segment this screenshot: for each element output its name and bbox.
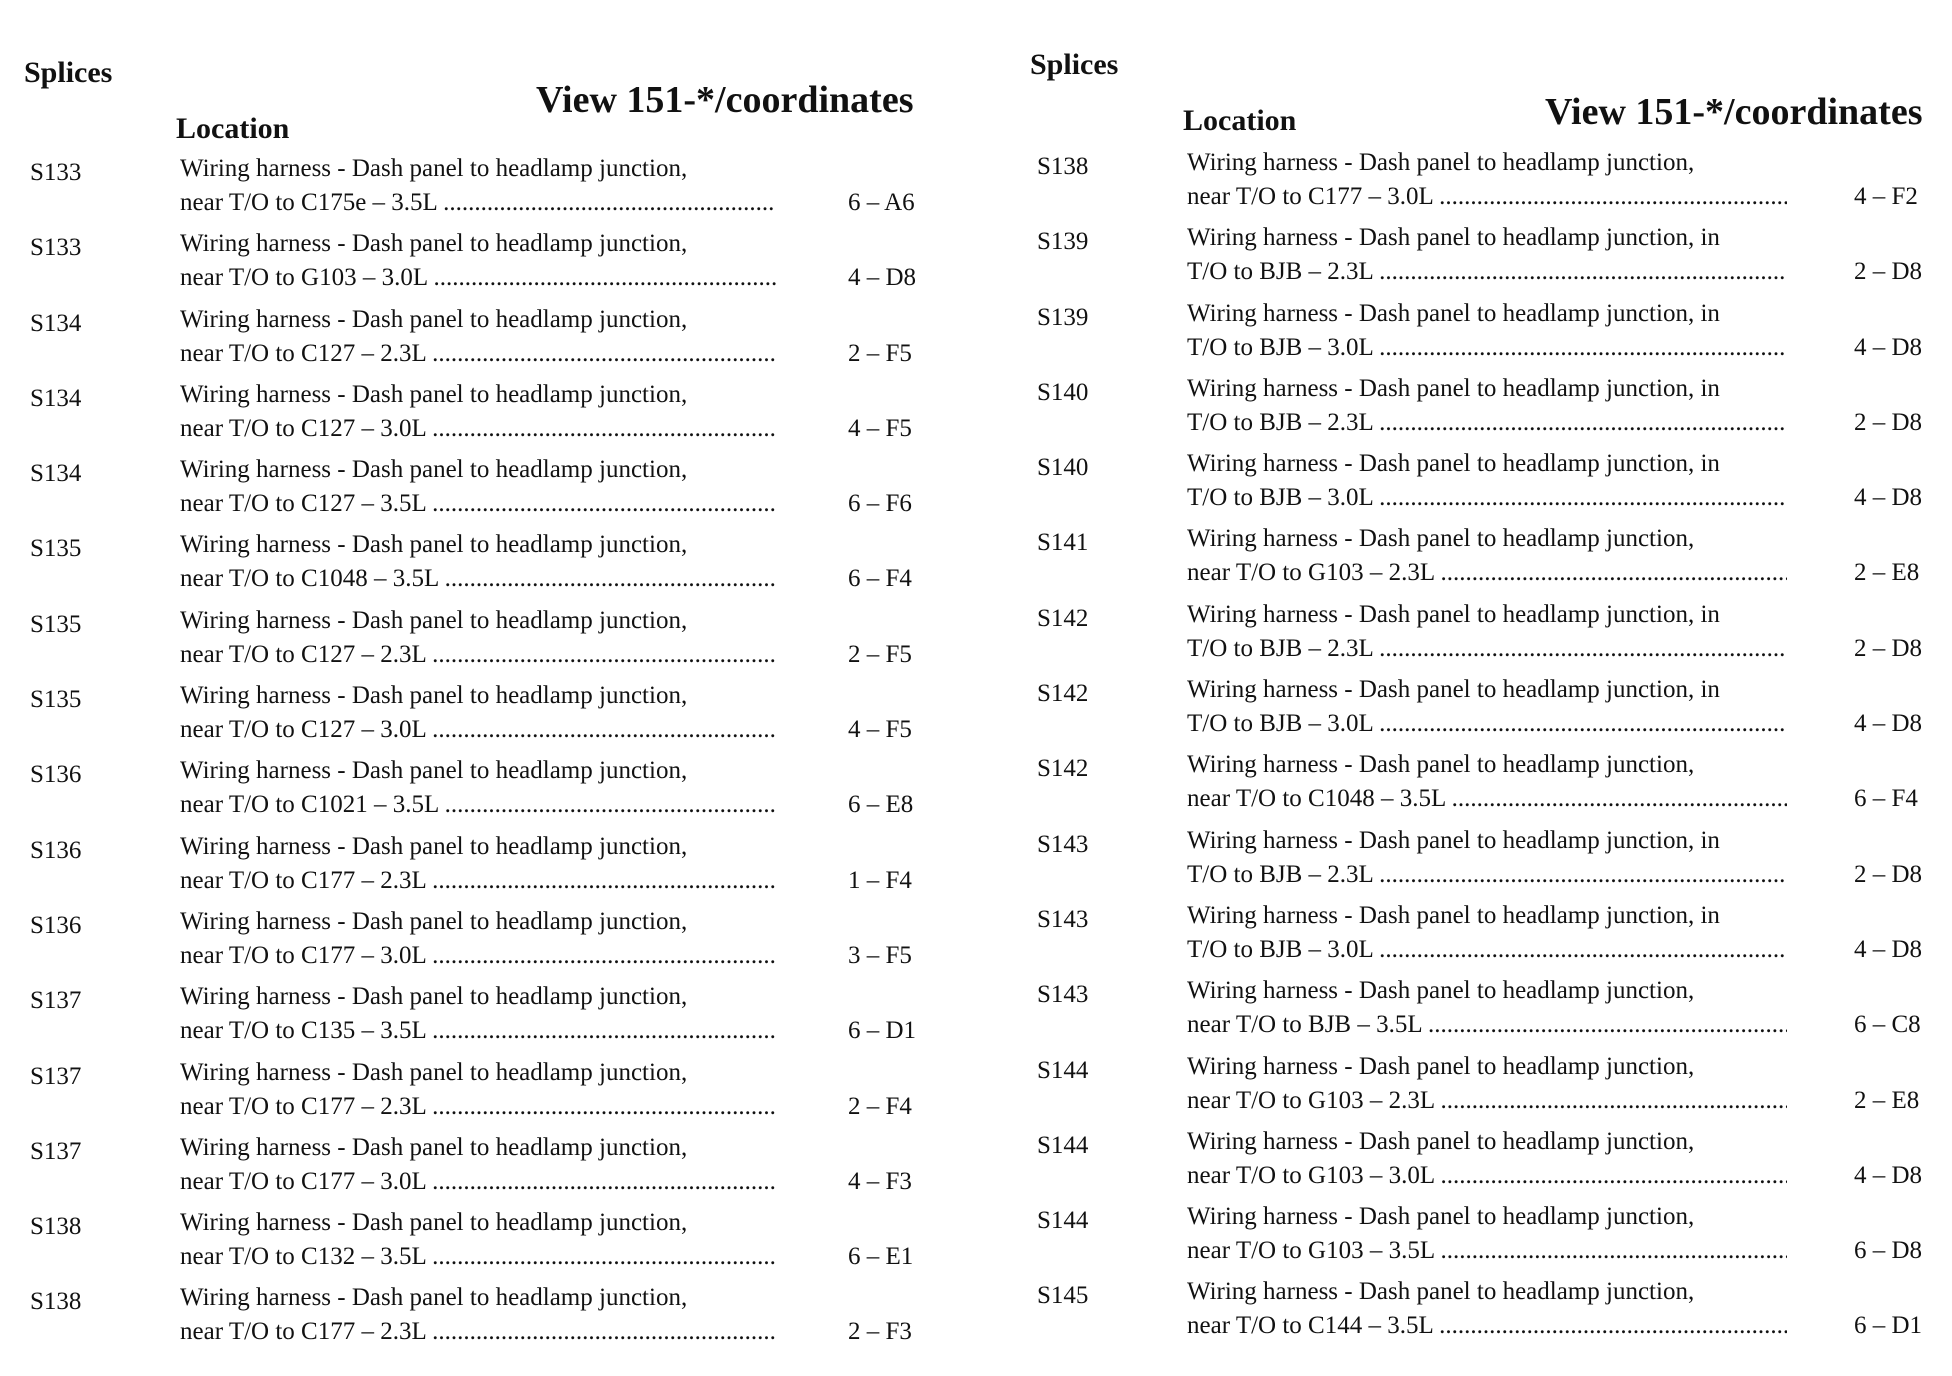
location-line-2-text: near T/O to C177 – 2.3L ..... <box>180 1093 776 1120</box>
splices-heading: Splices <box>24 56 113 89</box>
splice-row <box>0 679 960 754</box>
splice-location <box>1187 297 1787 365</box>
location-line-1: Wiring harness - Dash panel to headlamp junction, <box>180 983 688 1011</box>
location-line-1: Wiring harness - Dash panel to headlamp junction, <box>180 907 688 935</box>
splice-id: S136 <box>30 911 82 939</box>
location-line-2-text: T/O to BJB – 3.0L ..... <box>1187 484 1787 511</box>
location-line-1: Wiring harness - Dash panel to headlamp junction, in <box>1187 374 1720 402</box>
splice-row <box>1010 1200 1952 1275</box>
splice-row <box>0 754 960 829</box>
splice-row <box>1010 372 1952 447</box>
view-coordinates-heading: View 151-*/coordinates <box>536 79 914 121</box>
splice-row <box>0 528 960 603</box>
splice-location <box>180 227 776 295</box>
location-line-2-text: near T/O to C127 – 3.0L ..... <box>180 415 776 442</box>
splice-location <box>180 1131 776 1199</box>
location-line-2-text: near T/O to C177 – 3.0L ..... <box>180 942 776 969</box>
view-coordinate: 4 – D8 <box>1854 484 1923 512</box>
location-line-1: Wiring harness - Dash panel to headlamp junction, in <box>1187 600 1720 628</box>
location-line-2 <box>180 1014 776 1048</box>
location-line-2-text: near T/O to C1048 – 3.5L ..... <box>180 565 776 592</box>
view-coordinate: 2 – F3 <box>848 1318 912 1346</box>
location-line-1: Wiring harness - Dash panel to headlamp junction, <box>1187 1278 1695 1306</box>
view-coordinate: 6 – F4 <box>1854 785 1918 813</box>
location-line-2 <box>180 939 776 973</box>
splice-location <box>180 754 776 822</box>
splice-location <box>180 303 776 371</box>
splice-location <box>1187 447 1787 515</box>
location-line-2-text: T/O to BJB – 3.0L ..... <box>1187 710 1787 737</box>
location-line-2-text: near T/O to C127 – 2.3L ..... <box>180 340 776 367</box>
splice-location <box>180 830 776 898</box>
location-line-2-text: near T/O to C127 – 3.5L ..... <box>180 490 776 517</box>
splice-id: S142 <box>1037 755 1089 783</box>
splice-row <box>1010 598 1952 673</box>
splice-row <box>0 830 960 905</box>
location-line-2-text: near T/O to C127 – 2.3L ..... <box>180 641 776 668</box>
splice-row <box>1010 146 1952 221</box>
splice-row <box>1010 899 1952 974</box>
location-line-1: Wiring harness - Dash panel to headlamp junction, <box>180 1209 688 1237</box>
splice-row <box>0 227 960 302</box>
splice-row <box>1010 447 1952 522</box>
splice-row <box>1010 673 1952 748</box>
location-line-2-text: near T/O to C177 – 2.3L ..... <box>180 867 776 894</box>
splice-id: S135 <box>30 610 82 638</box>
splice-row <box>0 980 960 1055</box>
splice-id: S140 <box>1037 454 1089 482</box>
location-line-2 <box>180 337 776 371</box>
splice-id: S136 <box>30 836 82 864</box>
view-coordinate: 4 – D8 <box>1854 935 1923 963</box>
view-coordinate: 3 – F5 <box>848 941 912 969</box>
splice-row <box>0 453 960 528</box>
location-line-2-text: T/O to BJB – 2.3L ..... <box>1187 258 1787 285</box>
splice-id: S135 <box>30 535 82 563</box>
view-coordinate: 4 – D8 <box>1854 710 1923 738</box>
location-line-2 <box>180 1090 776 1124</box>
view-coordinate: 4 – D8 <box>848 264 917 292</box>
location-line-2 <box>1187 707 1787 741</box>
splice-location <box>180 1056 776 1124</box>
location-line-2-text: near T/O to C144 – 3.5L ..... <box>1187 1312 1787 1339</box>
location-line-2 <box>1187 1309 1787 1343</box>
splice-location <box>1187 673 1787 741</box>
location-line-1: Wiring harness - Dash panel to headlamp junction, <box>180 757 688 785</box>
view-coordinate: 6 – F6 <box>848 490 912 518</box>
view-coordinate: 4 – F3 <box>848 1167 912 1195</box>
location-line-2-text: near T/O to C132 – 3.5L ..... <box>180 1243 776 1270</box>
splice-id: S133 <box>30 234 82 262</box>
splice-id: S136 <box>30 761 82 789</box>
splice-row <box>0 303 960 378</box>
splice-id: S138 <box>30 1288 82 1316</box>
splice-id: S143 <box>1037 830 1089 858</box>
splice-location <box>1187 824 1787 892</box>
splice-location <box>1187 1125 1787 1193</box>
location-line-1: Wiring harness - Dash panel to headlamp junction, in <box>1187 826 1720 854</box>
splice-location <box>180 980 776 1048</box>
splice-location <box>180 1206 776 1274</box>
splice-id: S144 <box>1037 1056 1089 1084</box>
view-coordinate: 6 – E8 <box>848 791 914 819</box>
view-coordinate: 6 – D1 <box>848 1017 917 1045</box>
location-line-2 <box>1187 556 1787 590</box>
splice-row <box>1010 1050 1952 1125</box>
view-coordinate: 2 – F4 <box>848 1092 912 1120</box>
location-line-1: Wiring harness - Dash panel to headlamp junction, in <box>1187 224 1720 252</box>
location-line-1: Wiring harness - Dash panel to headlamp junction, in <box>1187 299 1720 327</box>
location-line-2-text: near T/O to C177 – 3.0L ..... <box>180 1168 776 1195</box>
splice-id: S142 <box>1037 680 1089 708</box>
location-line-2 <box>1187 782 1787 816</box>
location-line-2-text: near T/O to C177 – 3.0L ..... <box>1187 183 1787 210</box>
splice-list <box>1010 146 1952 1351</box>
location-line-2-text: near T/O to BJB – 3.5L ..... <box>1187 1011 1787 1038</box>
location-line-2-text: near T/O to G103 – 2.3L ..... <box>1187 559 1787 586</box>
location-line-2 <box>180 1165 776 1199</box>
splice-location <box>1187 748 1787 816</box>
location-line-1: Wiring harness - Dash panel to headlamp junction, <box>1187 1127 1695 1155</box>
splice-location <box>180 905 776 973</box>
splice-id: S134 <box>30 384 82 412</box>
location-line-1: Wiring harness - Dash panel to headlamp junction, <box>180 380 688 408</box>
location-line-1: Wiring harness - Dash panel to headlamp junction, <box>1187 149 1695 176</box>
location-line-2 <box>1187 481 1787 515</box>
splice-id: S134 <box>30 460 82 488</box>
splice-location <box>180 378 776 446</box>
location-line-1: Wiring harness - Dash panel to headlamp junction, <box>1187 1052 1695 1080</box>
splice-location <box>180 679 776 747</box>
location-line-2 <box>180 638 776 672</box>
location-line-2-text: near T/O to C1021 – 3.5L ..... <box>180 791 776 818</box>
view-coordinate: 4 – D8 <box>1854 1161 1923 1189</box>
location-line-1: Wiring harness - Dash panel to headlamp junction, in <box>1187 901 1720 929</box>
location-line-2 <box>1187 331 1787 365</box>
view-coordinate: 2 – E8 <box>1854 1086 1920 1114</box>
view-coordinate: 6 – C8 <box>1854 1011 1921 1039</box>
splice-id: S145 <box>1037 1282 1089 1310</box>
location-line-2-text: T/O to BJB – 2.3L ..... <box>1187 409 1787 436</box>
view-coordinate: 2 – D8 <box>1854 634 1923 662</box>
location-heading: Location <box>1183 104 1297 137</box>
location-line-1: Wiring harness - Dash panel to headlamp junction, <box>180 531 688 559</box>
location-line-2 <box>1187 1234 1787 1268</box>
splice-row <box>0 1131 960 1206</box>
view-coordinate: 4 – D8 <box>1854 333 1923 361</box>
view-coordinate: 2 – F5 <box>848 339 912 367</box>
location-line-1: Wiring harness - Dash panel to headlamp junction, <box>180 832 688 860</box>
splice-row <box>0 1056 960 1131</box>
location-line-2 <box>180 412 776 446</box>
location-line-1: Wiring harness - Dash panel to headlamp junction, <box>180 606 688 634</box>
location-line-2-text: near T/O to G103 – 3.5L ..... <box>1187 1237 1787 1264</box>
location-line-2 <box>180 562 776 596</box>
location-line-2 <box>180 864 776 898</box>
view-coordinate: 4 – F5 <box>848 414 912 442</box>
location-line-1: Wiring harness - Dash panel to headlamp junction, <box>180 682 688 710</box>
view-coordinate: 2 – D8 <box>1854 408 1923 436</box>
location-line-2 <box>1187 406 1787 440</box>
location-line-2 <box>180 788 776 822</box>
location-line-2 <box>1187 632 1787 666</box>
splice-row <box>0 1206 960 1281</box>
view-coordinate: 6 – E1 <box>848 1243 914 1271</box>
location-line-1: Wiring harness - Dash panel to headlamp junction, <box>180 305 688 333</box>
splice-id: S143 <box>1037 981 1089 1009</box>
location-line-2 <box>1187 858 1787 892</box>
location-line-1: Wiring harness - Dash panel to headlamp junction, <box>1187 1203 1695 1231</box>
splice-location <box>1187 372 1787 440</box>
splice-location <box>1187 899 1787 967</box>
location-line-2 <box>180 1315 776 1349</box>
location-line-2-text: T/O to BJB – 2.3L ..... <box>1187 861 1787 888</box>
splice-id: S139 <box>1037 228 1089 256</box>
splice-row <box>1010 221 1952 296</box>
location-line-2-text: T/O to BJB – 2.3L ..... <box>1187 635 1787 662</box>
location-line-2-text: near T/O to C135 – 3.5L ..... <box>180 1017 776 1044</box>
location-line-2 <box>180 186 776 220</box>
splice-id: S140 <box>1037 378 1089 406</box>
splice-id: S143 <box>1037 905 1089 933</box>
location-line-1: Wiring harness - Dash panel to headlamp junction, <box>180 456 688 484</box>
splice-row <box>1010 974 1952 1049</box>
location-line-1: Wiring harness - Dash panel to headlamp junction, <box>1187 977 1695 1005</box>
splice-location <box>1187 522 1787 590</box>
location-line-1: Wiring harness - Dash panel to headlamp junction, in <box>1187 676 1720 704</box>
splice-row <box>0 905 960 980</box>
view-coordinate: 4 – F2 <box>1854 183 1918 210</box>
location-line-2 <box>1187 180 1787 214</box>
splice-row <box>0 604 960 679</box>
splice-location <box>1187 1200 1787 1268</box>
location-line-1: Wiring harness - Dash panel to headlamp junction, <box>180 1058 688 1086</box>
location-line-2 <box>1187 1159 1787 1193</box>
splice-location <box>180 528 776 596</box>
location-line-2-text: near T/O to G103 – 3.0L ..... <box>180 264 776 291</box>
splice-id: S137 <box>30 1062 82 1090</box>
view-coordinate: 2 – F5 <box>848 640 912 668</box>
view-coordinate: 2 – D8 <box>1854 860 1923 888</box>
splice-row <box>1010 748 1952 823</box>
location-line-1: Wiring harness - Dash panel to headlamp junction, <box>1187 751 1695 779</box>
splice-id: S142 <box>1037 604 1089 632</box>
location-line-2 <box>180 261 776 295</box>
location-line-1: Wiring harness - Dash panel to headlamp junction, <box>180 1284 688 1312</box>
splice-row <box>0 152 960 227</box>
splice-location <box>180 453 776 521</box>
splice-location <box>180 152 776 220</box>
splice-id: S137 <box>30 987 82 1015</box>
splice-row <box>1010 1125 1952 1200</box>
splice-location <box>1187 1050 1787 1118</box>
splice-row <box>1010 297 1952 372</box>
location-line-2 <box>180 713 776 747</box>
view-coordinate: 1 – F4 <box>848 866 912 894</box>
splices-heading: Splices <box>1030 48 1119 81</box>
splice-id: S133 <box>30 159 82 186</box>
location-line-1: Wiring harness - Dash panel to headlamp junction, <box>1187 525 1695 553</box>
splice-id: S135 <box>30 686 82 714</box>
view-coordinate: 6 – D8 <box>1854 1237 1923 1265</box>
splice-id: S137 <box>30 1137 82 1165</box>
splice-id: S144 <box>1037 1207 1089 1235</box>
splice-location <box>1187 974 1787 1042</box>
splice-location <box>180 1281 776 1349</box>
view-coordinate: 6 – A6 <box>848 189 915 216</box>
splice-id: S138 <box>30 1213 82 1241</box>
splice-id: S144 <box>1037 1131 1089 1159</box>
location-line-1: Wiring harness - Dash panel to headlamp junction, <box>180 155 688 182</box>
splice-row <box>1010 824 1952 899</box>
splice-id: S141 <box>1037 529 1089 557</box>
splice-location <box>1187 221 1787 289</box>
location-heading: Location <box>176 112 290 145</box>
location-line-2-text: T/O to BJB – 3.0L ..... <box>1187 936 1787 963</box>
splice-row <box>0 378 960 453</box>
splice-location <box>180 604 776 672</box>
location-line-1: Wiring harness - Dash panel to headlamp junction, in <box>1187 450 1720 478</box>
location-line-2 <box>1187 1084 1787 1118</box>
view-coordinate: 6 – F4 <box>848 565 912 593</box>
location-line-2-text: near T/O to G103 – 3.0L ..... <box>1187 1162 1787 1189</box>
location-line-2-text: T/O to BJB – 3.0L ..... <box>1187 334 1787 361</box>
location-line-2-text: near T/O to C177 – 2.3L ..... <box>180 1318 776 1345</box>
splice-location <box>1187 146 1787 214</box>
view-coordinate: 2 – D8 <box>1854 258 1923 286</box>
splice-id: S138 <box>1037 153 1089 180</box>
location-line-1: Wiring harness - Dash panel to headlamp junction, <box>180 230 688 258</box>
location-line-2-text: near T/O to G103 – 2.3L ..... <box>1187 1087 1787 1114</box>
splice-row <box>0 1281 960 1356</box>
view-coordinate: 4 – F5 <box>848 716 912 744</box>
location-line-2-text: near T/O to C1048 – 3.5L ..... <box>1187 785 1787 812</box>
location-line-2 <box>180 1240 776 1274</box>
splice-list <box>0 152 960 1357</box>
splice-row <box>1010 1275 1952 1350</box>
splice-location <box>1187 1275 1787 1343</box>
splice-row <box>1010 522 1952 597</box>
splice-id: S134 <box>30 309 82 337</box>
location-line-1: Wiring harness - Dash panel to headlamp junction, <box>180 1133 688 1161</box>
view-coordinate: 2 – E8 <box>1854 559 1920 587</box>
location-line-2 <box>1187 255 1787 289</box>
location-line-2-text: near T/O to C127 – 3.0L ..... <box>180 716 776 743</box>
view-coordinate: 6 – D1 <box>1854 1312 1923 1340</box>
location-line-2 <box>1187 933 1787 967</box>
splice-id: S139 <box>1037 303 1089 331</box>
location-line-2 <box>180 487 776 521</box>
splice-location <box>1187 598 1787 666</box>
location-line-2 <box>1187 1008 1787 1042</box>
view-coordinates-heading: View 151-*/coordinates <box>1545 91 1923 133</box>
location-line-2-text: near T/O to C175e – 3.5L ..... <box>180 189 776 216</box>
